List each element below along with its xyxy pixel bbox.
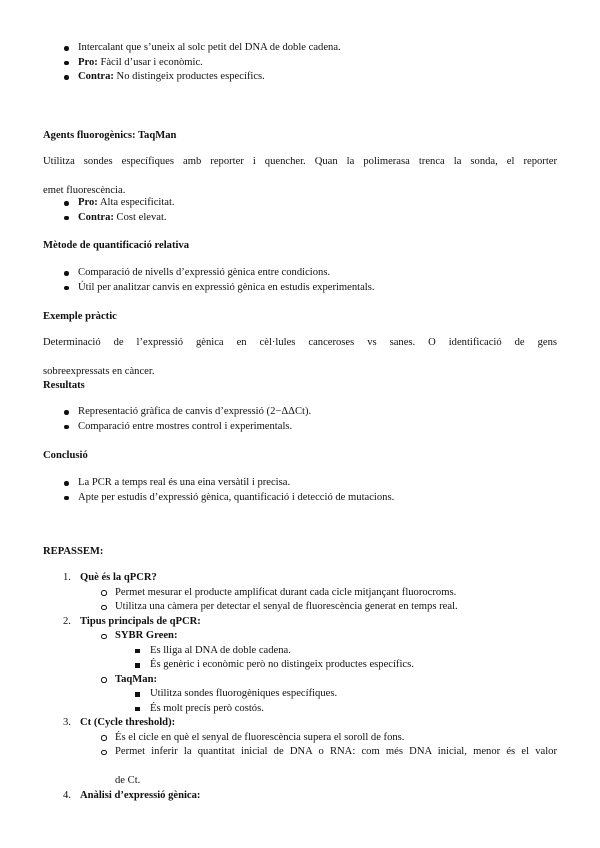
list-item: Utilitza sondes fluorogèniques específiques. <box>115 687 557 702</box>
metode-heading: Mètode de quantificació relativa <box>43 240 190 251</box>
intercalant-list <box>43 41 557 85</box>
list-item: Representació gràfica de canvis d’expressió (2−ΔΔCt). <box>43 405 557 420</box>
list-item: Permet inferir la quantitat inicial de DNA o RNA: com més DNA inicial, menor és el valor de Ct. <box>80 745 557 789</box>
list-item: Utilitza una càmera per detectar el senyal de fluorescència generat en temps real. <box>80 600 557 615</box>
taqman-heading: Agents fluorogènics: TaqMan <box>43 130 177 141</box>
resultats-list <box>43 405 557 434</box>
outline-item-analisi: 4. Anàlisi d’expressió gènica: <box>63 789 201 801</box>
conclusio-list <box>43 476 557 505</box>
list-item: És el cicle en què el senyal de fluorescència supera el soroll de fons. <box>80 731 557 746</box>
outline-item-tipus: 2. Tipus principals de qPCR: SYBR Green: Es lliga al DNA de doble cadena. És genèric i econòmic però no distingeix productes específics. TaqMan: Utilitza sondes fluorogèniques específiques. És molt precís però costós. <box>43 615 557 717</box>
list-item: Contra: No distingeix productes específics. <box>43 70 557 85</box>
repassem-heading: REPASSEM: <box>43 546 104 557</box>
list-item: Es lliga al DNA de doble cadena. <box>115 644 557 659</box>
conclusio-heading: Conclusió <box>43 450 88 461</box>
list-item: Intercalant que s’uneix al solc petit del DNA de doble cadena. <box>43 41 557 56</box>
list-item: Pro: Alta especificitat. <box>43 196 557 211</box>
outline-item-ct: 3. Ct (Cycle threshold): És el cicle en què el senyal de fluorescència supera el soroll de fons. Permet inferir la quantitat inicial de DNA o RNA: com més DNA inicial, menor és el valor de Ct. <box>43 716 557 789</box>
repassem-outline <box>43 571 557 803</box>
exemple-heading: Exemple pràctic <box>43 311 117 322</box>
list-item: Contra: Cost elevat. <box>43 211 557 226</box>
resultats-heading: Resultats <box>43 380 85 391</box>
taqman-pros-cons <box>43 196 557 225</box>
list-item-taqman: TaqMan: Utilitza sondes fluorogèniques específiques. És molt precís però costós. <box>80 673 557 717</box>
list-item: Útil per analitzar canvis en expressió gènica en estudis experimentals. <box>43 281 557 296</box>
outline-item-qpcr: 1. Què és la qPCR? Permet mesurar el producte amplificat durant cada cicle mitjançant fluorocroms. Utilitza una càmera per detectar el senyal de fluorescència generat en temps real. <box>43 571 557 615</box>
list-item: És molt precís però costós. <box>115 702 557 717</box>
list-item: Permet mesurar el producte amplificat durant cada cicle mitjançant fluorocroms. <box>80 586 557 601</box>
taqman-paragraph: Utilitza sondes específiques amb reporter i quencher. Quan la polimerasa trenca la sonda, el reporter emet fluorescència. <box>43 156 557 196</box>
list-item: Apte per estudis d’expressió gènica, quantificació i detecció de mutacions. <box>43 491 557 506</box>
list-item: Comparació de nivells d’expressió gènica entre condicions. <box>43 266 557 281</box>
list-item: És genèric i econòmic però no distingeix productes específics. <box>115 658 557 673</box>
exemple-paragraph: Determinació de l’expressió gènica en cèl·lules canceroses vs sanes. O identificació de gens sobreexpressats en càncer. <box>43 337 557 377</box>
list-item: La PCR a temps real és una eina versàtil i precisa. <box>43 476 557 491</box>
metode-list <box>43 266 557 295</box>
list-item-sybr: SYBR Green: Es lliga al DNA de doble cadena. És genèric i econòmic però no distingeix productes específics. <box>80 629 557 673</box>
list-item: Pro: Fàcil d’usar i econòmic. <box>43 56 557 71</box>
list-item: Comparació entre mostres control i experimentals. <box>43 420 557 435</box>
